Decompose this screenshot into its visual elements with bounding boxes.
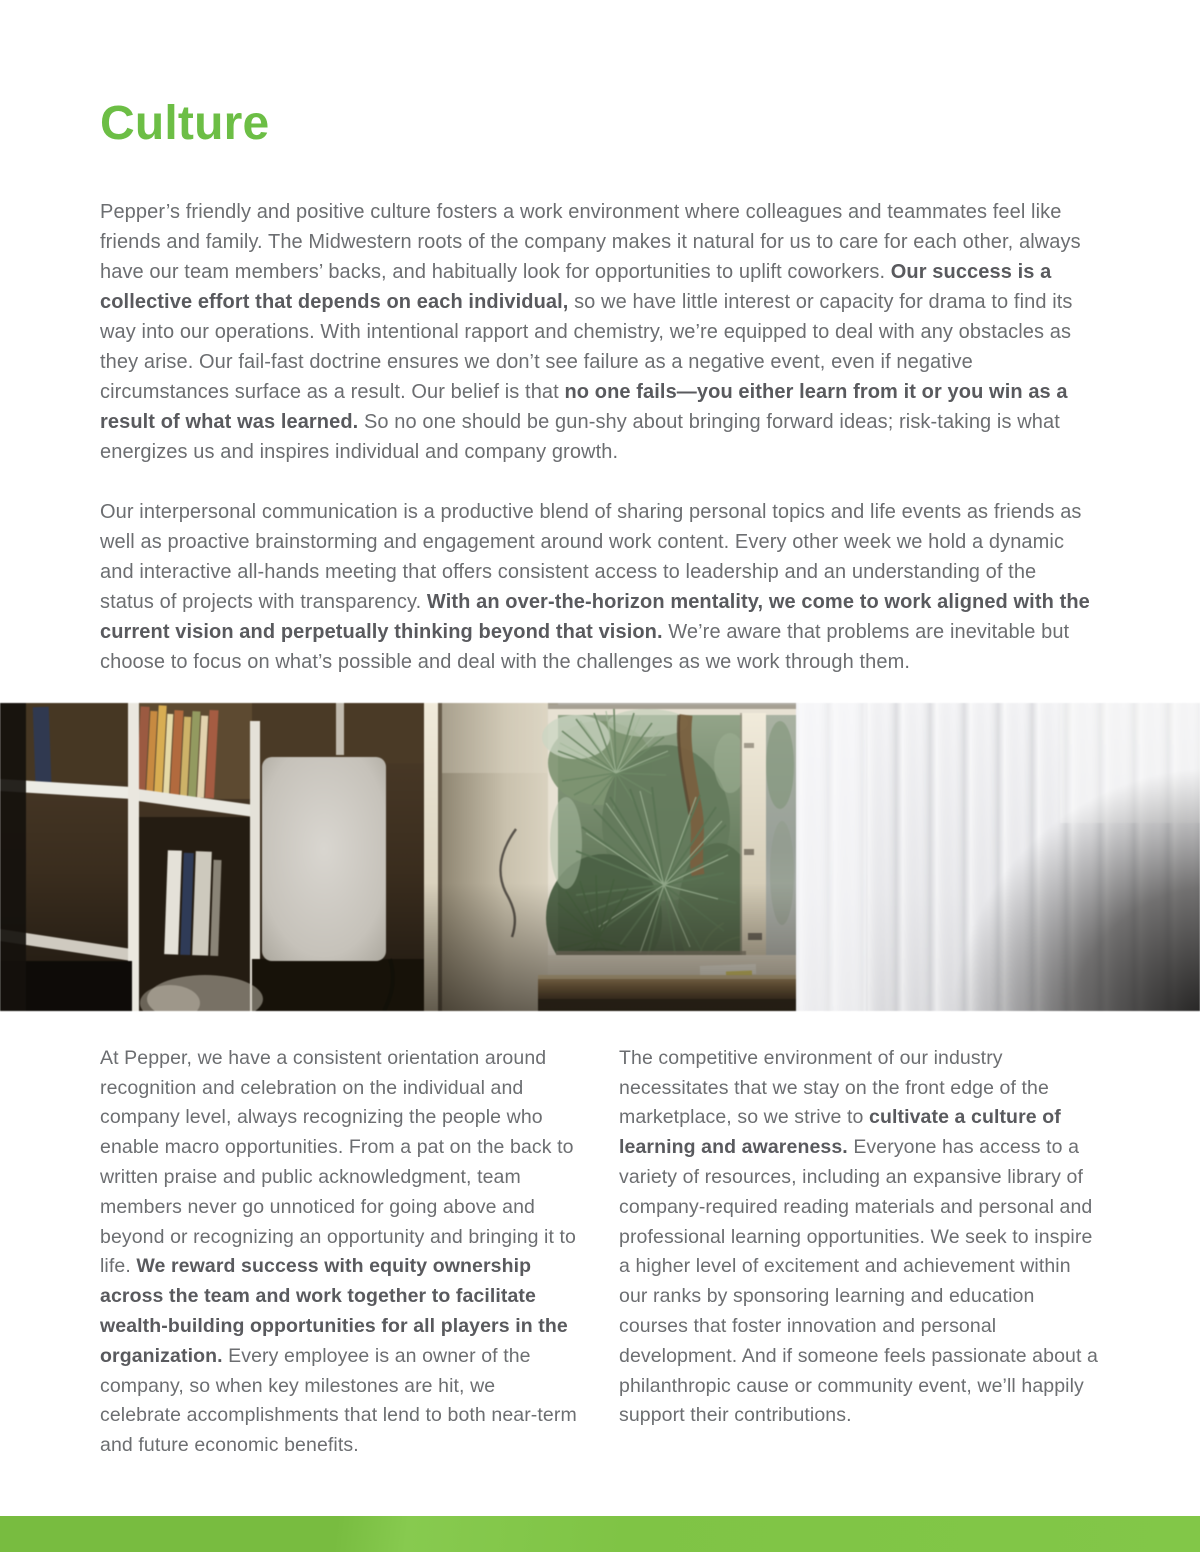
page-content xyxy=(0,0,1200,677)
column-right xyxy=(619,1044,1100,1461)
column-right-paragraph: The competitive environment of our industry necessitates that we stay on the front edge of the marketplace, so we strive to cultivate a culture of learning and awareness. Everyone has access to a variety of resources, including an expansive library of company-required reading materials and personal and professional learning opportunities. We seek to inspire a higher level of excitement and achievement within our ranks by sponsoring learning and education courses that foster innovation and personal development. And if someone feels passionate about a philanthropic cause or community event, we’ll happily support their contributions. xyxy=(619,1046,1098,1427)
two-column-section xyxy=(0,1044,1200,1461)
column-left-paragraph: At Pepper, we have a consistent orientation around recognition and celebration on the individual and company level, always recognizing the people who enable macro opportunities. From a pat on the back to written praise and public acknowledgment, team members never go unnoticed for going above and beyond or recognizing an opportunity and bringing it to life. We reward success with equity ownership across the team and work together to facilitate wealth-building opportunities for all players in the organization. Every employee is an owner of the company, so when key milestones are hit, we celebrate accomplishments that lend to both near-term and future economic benefits. xyxy=(100,1046,577,1457)
page-title: Culture xyxy=(100,97,270,150)
culture-photo xyxy=(0,703,1200,1011)
intro-section xyxy=(100,197,1092,677)
intro-paragraph-1: Pepper’s friendly and positive culture fosters a work environment where colleagues and teammates feel like friends and family. The Midwestern roots of the company makes it natural for us to care for each other, always have our team members’ backs, and habitually look for opportunities to uplift coworkers. Our success is a collective effort that depends on each individual, so we have little interest or capacity for drama to find its way into our operations. With intentional rapport and chemistry, we’re equipped to deal with any obstacles as they arise. Our fail-fast doctrine ensures we don’t see failure as a negative event, even if negative circumstances surface as a result. Our belief is that no one fails—you either learn from it or you win as a result of what was learned. So no one should be gun-shy about bringing forward ideas; risk-taking is what energizes us and inspires individual and company growth. xyxy=(100,200,1081,463)
column-left xyxy=(100,1044,581,1461)
intro-paragraph-2: Our interpersonal communication is a productive blend of sharing personal topics and life events as friends as well as proactive brainstorming and engagement around work content. Every other week we hold a dynamic and interactive all-hands meeting that offers consistent access to leadership and an understanding of the status of projects with transparency. With an over-the-horizon mentality, we come to work aligned with the current vision and perpetually thinking beyond that vision. We’re aware that problems are inevitable but choose to focus on what’s possible and deal with the challenges as we work through them. xyxy=(100,500,1090,673)
office-window-photo-illustration xyxy=(0,703,1200,1011)
footer-accent-bar xyxy=(0,1516,1200,1552)
